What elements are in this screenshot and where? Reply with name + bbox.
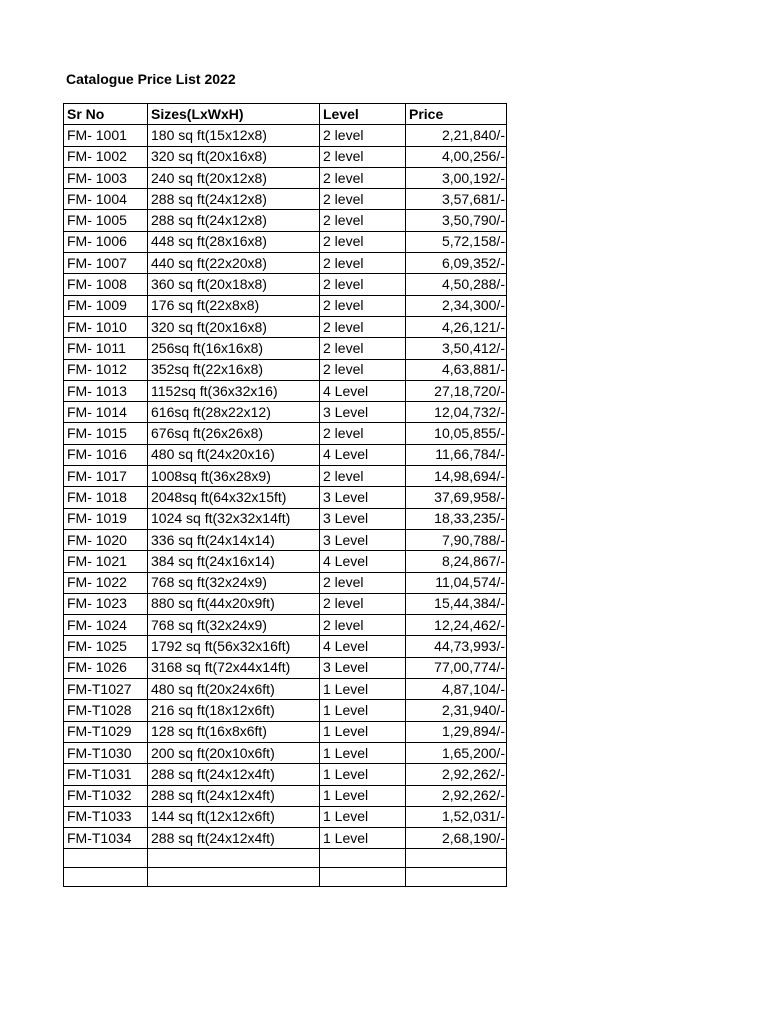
cell-price: 2,92,262/- — [406, 785, 507, 806]
table-row — [64, 764, 507, 785]
cell-sr-no: FM- 1026 — [64, 657, 148, 678]
cell-level: 1 Level — [320, 721, 406, 742]
cell-price: 77,00,774/- — [406, 657, 507, 678]
cell-sr-no: FM- 1004 — [64, 189, 148, 210]
cell-size: 288 sq ft(24x12x4ft) — [148, 828, 320, 849]
table-row — [64, 338, 507, 359]
table-row — [64, 742, 507, 763]
cell-level: 1 Level — [320, 764, 406, 785]
table-row — [64, 593, 507, 614]
cell-sr-no: FM- 1015 — [64, 423, 148, 444]
cell-size: 768 sq ft(32x24x9) — [148, 572, 320, 593]
cell-sr-no: FM-T1031 — [64, 764, 148, 785]
cell-sr-no: FM- 1007 — [64, 253, 148, 274]
cell-sr-no: FM- 1025 — [64, 636, 148, 657]
cell-price: 2,21,840/- — [406, 125, 507, 146]
table-row — [64, 231, 507, 252]
cell-price: 12,24,462/- — [406, 615, 507, 636]
cell-price: 4,63,881/- — [406, 359, 507, 380]
cell-price: 4,26,121/- — [406, 316, 507, 337]
cell-level: 2 level — [320, 593, 406, 614]
cell-price: 3,50,790/- — [406, 210, 507, 231]
cell-level: 1 Level — [320, 700, 406, 721]
cell-level: 1 Level — [320, 806, 406, 827]
empty-cell — [64, 849, 148, 868]
cell-size: 480 sq ft(20x24x6ft) — [148, 679, 320, 700]
cell-sr-no: FM- 1018 — [64, 487, 148, 508]
table-row — [64, 146, 507, 167]
cell-level: 3 Level — [320, 508, 406, 529]
cell-level: 2 level — [320, 316, 406, 337]
table-row — [64, 721, 507, 742]
cell-price: 14,98,694/- — [406, 466, 507, 487]
cell-size: 128 sq ft(16x8x6ft) — [148, 721, 320, 742]
cell-sr-no: FM- 1024 — [64, 615, 148, 636]
cell-price: 8,24,867/- — [406, 551, 507, 572]
cell-size: 768 sq ft(32x24x9) — [148, 615, 320, 636]
cell-sr-no: FM- 1014 — [64, 402, 148, 423]
cell-price: 11,66,784/- — [406, 444, 507, 465]
cell-sr-no: FM-T1030 — [64, 742, 148, 763]
cell-sr-no: FM- 1017 — [64, 466, 148, 487]
empty-cell — [320, 849, 406, 868]
cell-sr-no: FM- 1009 — [64, 295, 148, 316]
cell-sr-no: FM-T1033 — [64, 806, 148, 827]
cell-size: 352sq ft(22x16x8) — [148, 359, 320, 380]
cell-size: 1152sq ft(36x32x16) — [148, 380, 320, 401]
cell-size: 3168 sq ft(72x44x14ft) — [148, 657, 320, 678]
cell-level: 2 level — [320, 295, 406, 316]
cell-level: 2 level — [320, 338, 406, 359]
cell-size: 288 sq ft(24x12x4ft) — [148, 785, 320, 806]
cell-sr-no: FM- 1010 — [64, 316, 148, 337]
cell-sr-no: FM- 1023 — [64, 593, 148, 614]
cell-price: 7,90,788/- — [406, 529, 507, 550]
cell-size: 384 sq ft(24x16x14) — [148, 551, 320, 572]
cell-price: 2,31,940/- — [406, 700, 507, 721]
cell-price: 5,72,158/- — [406, 231, 507, 252]
cell-price: 1,65,200/- — [406, 742, 507, 763]
table-row — [64, 615, 507, 636]
header-price: Price — [406, 104, 507, 125]
header-level: Level — [320, 104, 406, 125]
cell-sr-no: FM- 1021 — [64, 551, 148, 572]
table-row — [64, 189, 507, 210]
page-title: Catalogue Price List 2022 — [66, 71, 236, 87]
empty-cell — [320, 868, 406, 887]
cell-level: 1 Level — [320, 785, 406, 806]
cell-level: 2 level — [320, 359, 406, 380]
cell-level: 3 Level — [320, 402, 406, 423]
cell-size: 2048sq ft(64x32x15ft) — [148, 487, 320, 508]
cell-size: 676sq ft(26x26x8) — [148, 423, 320, 444]
cell-level: 3 Level — [320, 529, 406, 550]
table-row — [64, 679, 507, 700]
cell-level: 4 Level — [320, 551, 406, 572]
table-row — [64, 423, 507, 444]
cell-price: 2,92,262/- — [406, 764, 507, 785]
table-row — [64, 274, 507, 295]
table-row — [64, 508, 507, 529]
cell-size: 440 sq ft(22x20x8) — [148, 253, 320, 274]
cell-price: 27,18,720/- — [406, 380, 507, 401]
cell-size: 360 sq ft(20x18x8) — [148, 274, 320, 295]
empty-cell — [406, 849, 507, 868]
cell-price: 18,33,235/- — [406, 508, 507, 529]
cell-size: 216 sq ft(18x12x6ft) — [148, 700, 320, 721]
table-row — [64, 572, 507, 593]
price-list-table — [63, 103, 507, 887]
cell-sr-no: FM- 1020 — [64, 529, 148, 550]
cell-sr-no: FM-T1029 — [64, 721, 148, 742]
cell-price: 1,52,031/- — [406, 806, 507, 827]
cell-sr-no: FM-T1032 — [64, 785, 148, 806]
cell-price: 6,09,352/- — [406, 253, 507, 274]
cell-price: 10,05,855/- — [406, 423, 507, 444]
cell-price: 2,68,190/- — [406, 828, 507, 849]
cell-price: 37,69,958/- — [406, 487, 507, 508]
cell-price: 44,73,993/- — [406, 636, 507, 657]
cell-price: 3,50,412/- — [406, 338, 507, 359]
cell-size: 320 sq ft(20x16x8) — [148, 146, 320, 167]
cell-size: 288 sq ft(24x12x8) — [148, 210, 320, 231]
cell-level: 2 level — [320, 423, 406, 444]
cell-level: 1 Level — [320, 742, 406, 763]
cell-price: 15,44,384/- — [406, 593, 507, 614]
table-row — [64, 636, 507, 657]
cell-price: 1,29,894/- — [406, 721, 507, 742]
cell-level: 4 Level — [320, 380, 406, 401]
cell-level: 2 level — [320, 231, 406, 252]
cell-sr-no: FM-T1027 — [64, 679, 148, 700]
cell-level: 2 level — [320, 189, 406, 210]
cell-size: 288 sq ft(24x12x8) — [148, 189, 320, 210]
cell-level: 2 level — [320, 146, 406, 167]
table-row — [64, 785, 507, 806]
cell-level: 2 level — [320, 615, 406, 636]
table-row — [64, 700, 507, 721]
cell-level: 2 level — [320, 167, 406, 188]
cell-price: 12,04,732/- — [406, 402, 507, 423]
cell-level: 3 Level — [320, 487, 406, 508]
cell-size: 200 sq ft(20x10x6ft) — [148, 742, 320, 763]
table-row — [64, 444, 507, 465]
cell-size: 1008sq ft(36x28x9) — [148, 466, 320, 487]
cell-sr-no: FM- 1019 — [64, 508, 148, 529]
table-row — [64, 167, 507, 188]
table-row — [64, 380, 507, 401]
cell-price: 2,34,300/- — [406, 295, 507, 316]
cell-level: 3 Level — [320, 657, 406, 678]
cell-sr-no: FM- 1002 — [64, 146, 148, 167]
cell-price: 3,57,681/- — [406, 189, 507, 210]
table-row — [64, 295, 507, 316]
cell-size: 256sq ft(16x16x8) — [148, 338, 320, 359]
cell-size: 180 sq ft(15x12x8) — [148, 125, 320, 146]
cell-level: 2 level — [320, 274, 406, 295]
cell-level: 2 level — [320, 210, 406, 231]
table-row — [64, 466, 507, 487]
cell-size: 288 sq ft(24x12x4ft) — [148, 764, 320, 785]
cell-price: 4,87,104/- — [406, 679, 507, 700]
empty-table-row — [64, 868, 507, 887]
cell-sr-no: FM- 1011 — [64, 338, 148, 359]
cell-sr-no: FM- 1012 — [64, 359, 148, 380]
cell-sr-no: FM- 1022 — [64, 572, 148, 593]
cell-sr-no: FM- 1003 — [64, 167, 148, 188]
cell-size: 1024 sq ft(32x32x14ft) — [148, 508, 320, 529]
empty-table-row — [64, 849, 507, 868]
cell-size: 336 sq ft(24x14x14) — [148, 529, 320, 550]
cell-level: 2 level — [320, 253, 406, 274]
table-row — [64, 402, 507, 423]
table-body — [64, 125, 507, 887]
cell-level: 1 Level — [320, 828, 406, 849]
table-row — [64, 253, 507, 274]
cell-price: 11,04,574/- — [406, 572, 507, 593]
cell-size: 240 sq ft(20x12x8) — [148, 167, 320, 188]
cell-size: 616sq ft(28x22x12) — [148, 402, 320, 423]
cell-size: 480 sq ft(24x20x16) — [148, 444, 320, 465]
header-sr-no: Sr No — [64, 104, 148, 125]
cell-price: 4,00,256/- — [406, 146, 507, 167]
cell-sr-no: FM- 1016 — [64, 444, 148, 465]
table-row — [64, 487, 507, 508]
cell-level: 1 Level — [320, 679, 406, 700]
empty-cell — [148, 849, 320, 868]
table-row — [64, 806, 507, 827]
cell-sr-no: FM- 1008 — [64, 274, 148, 295]
cell-size: 320 sq ft(20x16x8) — [148, 316, 320, 337]
table-row — [64, 359, 507, 380]
cell-level: 2 level — [320, 572, 406, 593]
table-row — [64, 828, 507, 849]
cell-level: 4 Level — [320, 444, 406, 465]
cell-size: 176 sq ft(22x8x8) — [148, 295, 320, 316]
cell-sr-no: FM-T1028 — [64, 700, 148, 721]
table-row — [64, 316, 507, 337]
table-header-row — [64, 104, 507, 125]
empty-cell — [64, 868, 148, 887]
table-row — [64, 210, 507, 231]
empty-cell — [406, 868, 507, 887]
header-sizes: Sizes(LxWxH) — [148, 104, 320, 125]
table-row — [64, 657, 507, 678]
cell-sr-no: FM- 1013 — [64, 380, 148, 401]
cell-sr-no: FM- 1006 — [64, 231, 148, 252]
cell-sr-no: FM-T1034 — [64, 828, 148, 849]
cell-level: 4 Level — [320, 636, 406, 657]
empty-cell — [148, 868, 320, 887]
cell-size: 448 sq ft(28x16x8) — [148, 231, 320, 252]
cell-level: 2 level — [320, 125, 406, 146]
cell-sr-no: FM- 1001 — [64, 125, 148, 146]
table-row — [64, 125, 507, 146]
cell-price: 3,00,192/- — [406, 167, 507, 188]
table-row — [64, 529, 507, 550]
table-row — [64, 551, 507, 572]
cell-level: 2 level — [320, 466, 406, 487]
cell-price: 4,50,288/- — [406, 274, 507, 295]
cell-sr-no: FM- 1005 — [64, 210, 148, 231]
cell-size: 880 sq ft(44x20x9ft) — [148, 593, 320, 614]
cell-size: 144 sq ft(12x12x6ft) — [148, 806, 320, 827]
cell-size: 1792 sq ft(56x32x16ft) — [148, 636, 320, 657]
